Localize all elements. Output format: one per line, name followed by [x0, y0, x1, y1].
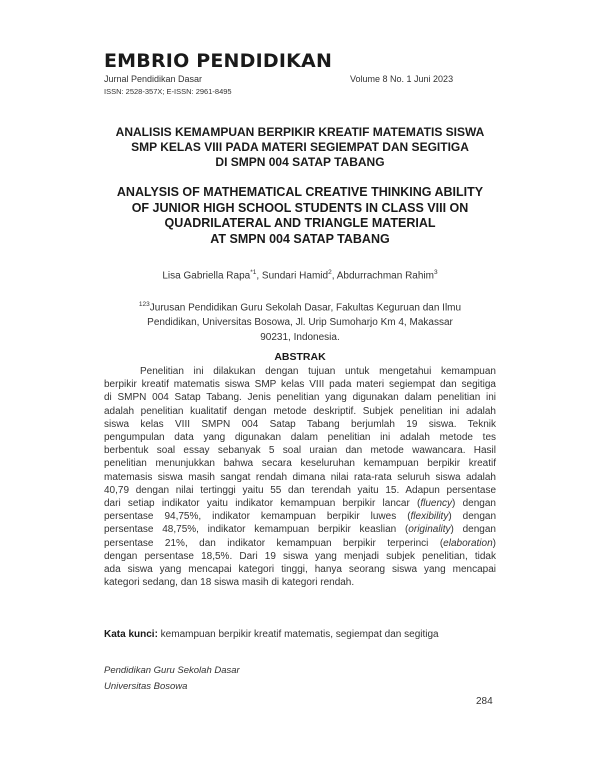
page-number: 284: [476, 696, 493, 707]
abstract-text: persentase 94,75%, indikator kemampuan berpikir luwes (: [104, 511, 411, 523]
abstract-line: [104, 510, 496, 523]
abstract-line: kategori sedang, dan 18 siswa masih di kategori rendah.: [104, 577, 355, 589]
abstract-line: di SMPN 004 Satap Tabang. Jenis penelitian yang digunakan dalam penelitian ini: [104, 392, 496, 404]
keywords: [104, 629, 439, 640]
abstract-text: ) dengan: [448, 511, 496, 523]
title-line: QUADRILATERAL AND TRIANGLE MATERIAL: [164, 216, 436, 230]
abstract-line: berbentuk soal essay sebanyak 5 soal uraian dan metode wawancara. Hasil: [104, 445, 496, 457]
author-list: [104, 269, 496, 281]
abstract-term: originality: [408, 524, 451, 536]
abstract-term: elaboration: [443, 537, 493, 549]
abstract-line: pengumpulan data yang digunakan dalam penelitian ini adalah metode tes: [104, 432, 496, 444]
abstract-text: ) dengan: [452, 498, 496, 510]
author-separator: ,: [256, 270, 262, 282]
abstract-line: adalah penelitian kualitatif dengan metode deskriptif. Subjek penelitian ini adalah: [104, 405, 496, 417]
title-english: [104, 185, 496, 247]
issn: ISSN: 2528-357X; E-ISSN: 2961-8495: [104, 87, 232, 96]
affiliation-text: Jurusan Pendidikan Guru Sekolah Dasar, Fakultas Keguruan dan Ilmu: [149, 302, 462, 314]
abstract-line: siswa kelas VIII SMPN 004 Satap Tabang berjumlah 19 siswa. Teknik: [104, 418, 496, 430]
title-line: ANALYSIS OF MATHEMATICAL CREATIVE THINKING ABILITY: [116, 185, 484, 199]
title-line: SMP KELAS VIII PADA MATERI SEGIEMPAT DAN SEGITIGA: [131, 140, 469, 154]
abstract-line: 40,79 dengan nilai tertinggi yaitu 55 dan terendah yaitu 15. Adapun persentase: [104, 484, 496, 496]
abstract-term: fluency: [420, 498, 453, 510]
abstract-line: ada siswa yang mencapai kategori tinggi, hanya seorang siswa yang mencapai: [104, 564, 496, 576]
journal-name: EMBRIO PENDIDIKAN: [104, 50, 333, 72]
title-line: AT SMPN 004 SATAP TABANG: [210, 231, 390, 246]
abstract-line: Penelitian ini dilakukan dengan tujuan untuk mengetahui kemampuan: [140, 366, 496, 377]
affiliation-line: [104, 297, 496, 315]
abstract-body: [104, 365, 496, 589]
abstract-line: [104, 497, 496, 510]
abstract-text: persentase 21%, dan indikator kemampuan berpikir terperinci (: [104, 537, 444, 549]
volume-info: Volume 8 No. 1 Juni 2023: [350, 74, 454, 84]
footer-university: Universitas Bosowa: [104, 681, 188, 692]
abstract-line: matemasis siswa masih sangat rendah dimana nilai rata-rata seluruh siswa adalah: [104, 471, 496, 483]
title-line: ANALISIS KEMAMPUAN BERPIKIR KREATIF MATEMATIS SISWA: [115, 125, 485, 139]
title-line: DI SMPN 004 SATAP TABANG: [215, 155, 385, 169]
title-line: OF JUNIOR HIGH SCHOOL STUDENTS IN CLASS VIII ON: [131, 200, 469, 215]
abstract-line: [104, 537, 496, 550]
abstract-line: berpikir kreatif matematis siswa SMP kelas VIII pada materi segiempat dan segitiga: [104, 379, 496, 391]
abstract-text: ) dengan: [450, 524, 496, 536]
affiliation-line: 90231, Indonesia.: [260, 332, 340, 344]
abstract-text: dari setiap indikator yaitu indikator kemampuan berpikir lancar (: [104, 498, 421, 510]
abstract-term: flexibility: [410, 511, 449, 523]
author-affil-mark: 3: [433, 269, 438, 276]
author-affil-mark: 2: [328, 269, 332, 276]
abstract-heading: ABSTRAK: [274, 351, 326, 363]
abstract-line: penelitian menunjukkan bahwa secara keseluruhan kemampuan berpikir kreatif: [104, 458, 496, 470]
journal-subtitle: Jurnal Pendidikan Dasar: [104, 74, 203, 84]
affiliation: [104, 297, 496, 345]
author-name: Sundari Hamid: [261, 270, 329, 282]
abstract-text: ): [492, 537, 496, 549]
author-name: Lisa Gabriella Rapa: [162, 270, 251, 282]
affiliation-mark: 123: [138, 301, 150, 308]
author-affil-mark: *1: [250, 269, 257, 276]
abstract-text: persentase 48,75%, indikator kemampuan berpikir keaslian (: [104, 524, 409, 536]
affiliation-line: Pendidikan, Universitas Bosowa, Jl. Urip Sumoharjo Km 4, Makassar: [147, 317, 453, 329]
abstract-line: [104, 523, 496, 536]
author-name: Abdurrachman Rahim: [336, 270, 434, 282]
keywords-text: kemampuan berpikir kreatif matematis, segiempat dan segitiga: [157, 629, 439, 640]
keywords-label: Kata kunci:: [104, 629, 158, 640]
footer-department: Pendidikan Guru Sekolah Dasar: [104, 665, 240, 676]
title-indonesian: [104, 125, 496, 170]
author-separator: ,: [331, 270, 337, 282]
abstract-line: dengan persentase 18,5%. Dari 19 siswa yang menjadi subjek penelitian, tidak: [104, 550, 496, 562]
